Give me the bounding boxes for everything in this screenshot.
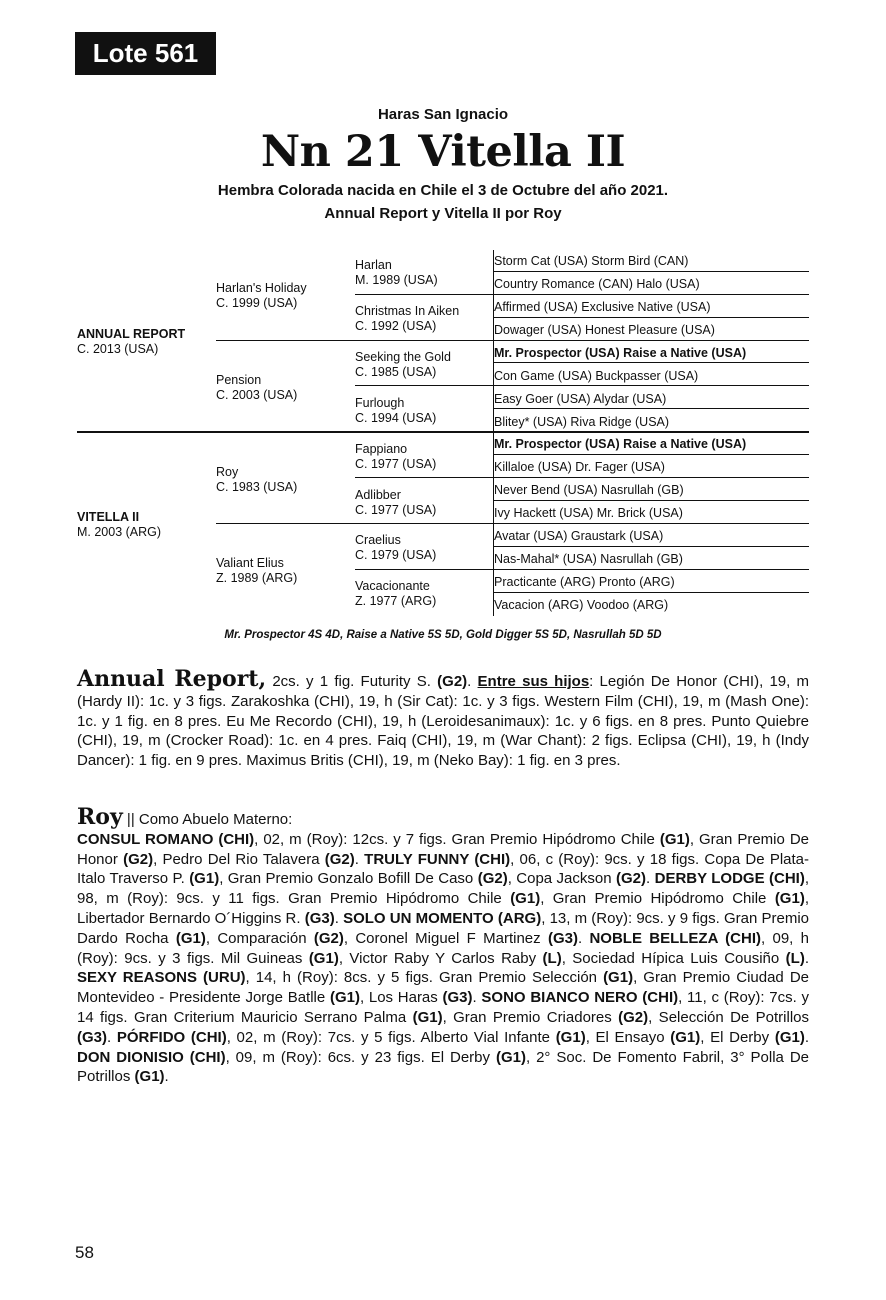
progeny-highlight: (G3): [304, 909, 335, 927]
progeny-highlight: (G1): [495, 1048, 526, 1066]
pedigree-gen3-entry: Fappiano C. 1977 (USA): [355, 442, 437, 471]
horse-name-title: Nn 21 Vitella II: [260, 127, 626, 177]
dam-sire-section: [77, 804, 810, 1087]
pedigree-divider: [494, 454, 809, 455]
pedigree-divider: [355, 477, 809, 478]
progeny-text-run: , 06, c (Roy): 9cs. y 18 figs. Copa De Plata-Italo Traverso P.: [77, 850, 810, 888]
progeny-text-run: , Victor Raby Y Carlos Raby: [338, 949, 543, 967]
pedigree-column-divider: [493, 250, 494, 616]
pedigree-gen4-entry: Easy Goer (USA) Alydar (USA): [494, 392, 667, 406]
progeny-text-run: , Gran Premio Criadores: [442, 1008, 619, 1026]
progeny-text-run: .: [804, 949, 809, 967]
pedigree-sire: [77, 327, 185, 357]
progeny-highlight: (G1): [134, 1068, 165, 1086]
pedigree-divider: [355, 569, 809, 570]
pedigree-gen3-entry: Vacacionante Z. 1977 (ARG): [355, 579, 437, 608]
progeny-highlight: (G1): [329, 989, 360, 1007]
progeny-text-run: .: [107, 1028, 117, 1046]
progeny-highlight: CONSUL ROMANO (CHI): [77, 830, 255, 848]
progeny-text-run: , Gran Premio De Honor: [77, 830, 809, 868]
pedigree-divider: [494, 317, 809, 318]
pedigree-divider: [494, 271, 809, 272]
horse-parentage: Annual Report y Vitella II por Roy: [324, 205, 562, 222]
lot-number-badge: Lote 561: [75, 32, 216, 75]
progeny-text-run: , Gran Premio Gonzalo Bofill De Caso: [219, 870, 478, 888]
progeny-highlight: PÓRFIDO (CHI): [116, 1028, 227, 1046]
breeder-name: Haras San Ignacio: [377, 106, 509, 123]
pedigree-gen3-entry: Adlibber C. 1977 (USA): [355, 488, 437, 517]
progeny-highlight: (G1): [603, 969, 634, 987]
progeny-text-run: , 14, h (Roy): 8cs. y 5 figs. Gran Premio Selección: [245, 969, 604, 987]
progeny-text-run: .: [804, 1028, 809, 1046]
pedigree-divider: [77, 431, 809, 433]
pedigree-divider: [216, 523, 809, 524]
progeny-text-run: , Los Haras: [359, 989, 443, 1007]
pedigree-divider: [355, 294, 809, 295]
pedigree-divider: [494, 592, 809, 593]
progeny-text-run: , 11, c (Roy): 7cs. y 14 figs. Gran Criterium Mauricio Serrano Palma: [77, 989, 810, 1026]
offspring-label: Entre sus hijos: [477, 673, 590, 690]
progeny-text-run: , Coronel Miguel F Martinez: [343, 929, 548, 947]
progeny-highlight: (L): [542, 949, 562, 967]
progeny-text-run: , El Derby: [700, 1028, 775, 1046]
progeny-highlight: (G1): [175, 929, 206, 947]
progeny-text-run: , 02, m (Roy): 7cs. y 5 figs. Alberto Vial Infante: [226, 1028, 556, 1046]
pedigree-gen3-entry: Craelius C. 1979 (USA): [355, 533, 437, 562]
progeny-text-run: .: [354, 850, 365, 868]
progeny-text-run: , 13, m (Roy): 9cs. y 9 figs. Gran Premio Dardo Rocha: [77, 909, 810, 947]
dam-name: VITELLA II: [77, 510, 140, 524]
progeny-text-run: , 2° Soc. De Fomento Fabril, 3° Polla De Potrillos: [77, 1048, 810, 1086]
progeny-text-run: , 98, m (Roy): 9cs. y 11 figs. Gran Premio Hipódromo Chile: [77, 870, 810, 908]
progeny-text-run: , Gran Premio Hipódromo Chile: [540, 890, 775, 908]
pedigree-gen2-entry: Harlan's Holiday C. 1999 (USA): [216, 281, 307, 310]
progeny-text-run: , Libertador Bernardo O´Higgins R.: [77, 890, 809, 927]
pedigree-gen4-entry: Dowager (USA) Honest Pleasure (USA): [494, 323, 715, 337]
progeny-highlight: SONO BIANCO NERO (CHI): [481, 989, 679, 1007]
pedigree-gen4-entry: Practicante (ARG) Pronto (ARG): [494, 575, 675, 589]
progeny-highlight: NOBLE BELLEZA (CHI): [589, 929, 762, 947]
progeny-text-run: , 09, m (Roy): 6cs. y 23 figs. El Derby: [225, 1048, 496, 1066]
pedigree-gen4-entry: Affirmed (USA) Exclusive Native (USA): [494, 300, 711, 314]
progeny-text-run: , El Ensayo: [585, 1028, 671, 1046]
pedigree-divider: [355, 385, 809, 386]
progeny-highlight: DON DIONISIO (CHI): [77, 1048, 226, 1066]
progeny-highlight: (G1): [659, 830, 690, 848]
pedigree-dam: [77, 510, 161, 540]
pedigree-gen4-entry: Mr. Prospector (USA) Raise a Native (USA): [494, 437, 747, 451]
progeny-highlight: (G1): [774, 890, 805, 908]
progeny-highlight: SOLO UN MOMENTO (ARG): [343, 909, 542, 927]
pedigree-divider: [494, 362, 809, 363]
pedigree-gen4-entry: Mr. Prospector (USA) Raise a Native (USA): [494, 346, 747, 360]
progeny-text-run: , 02, m (Roy): 12cs. y 7 figs. Gran Premio Hipódromo Chile: [254, 830, 660, 848]
sire-name: ANNUAL REPORT: [77, 327, 186, 341]
pedigree-gen3-entry: Harlan M. 1989 (USA): [355, 258, 438, 287]
progeny-highlight: DERBY LODGE (CHI): [654, 870, 805, 888]
progeny-highlight: (G3): [77, 1028, 107, 1046]
pedigree-gen2-entry: Roy C. 1983 (USA): [216, 465, 298, 494]
horse-description: Hembra Colorada nacida en Chile el 3 de Octubre del año 2021.: [217, 182, 669, 199]
pedigree-gen4-entry: Ivy Hackett (USA) Mr. Brick (USA): [494, 506, 683, 520]
pedigree-gen4-entry: Country Romance (CAN) Halo (USA): [494, 277, 700, 291]
inbreeding-summary: Mr. Prospector 4S 4D, Raise a Native 5S 5D, Gold Digger 5S 5D, Nasrullah 5D 5D: [224, 629, 662, 641]
dam-sire-name: Roy: [77, 804, 123, 830]
sire-section-name: Annual Report,: [77, 666, 267, 692]
pedigree-divider: [494, 500, 809, 501]
progeny-highlight: (G1): [555, 1028, 586, 1046]
pedigree-gen2-entry: Pension C. 2003 (USA): [216, 373, 298, 402]
pedigree-gen4-entry: Blitey* (USA) Riva Ridge (USA): [494, 415, 670, 429]
pedigree-gen3-entry: Furlough C. 1994 (USA): [355, 396, 437, 425]
pedigree-gen4-entry: Nas-Mahal* (USA) Nasrullah (GB): [494, 552, 683, 566]
progeny-text-run: , Sociedad Hípica Luis Cousiño: [561, 949, 786, 967]
progeny-highlight: (G2): [616, 870, 647, 888]
pedigree-gen4-entry: Avatar (USA) Graustark (USA): [494, 529, 664, 543]
progeny-text-run: , Comparación: [205, 929, 314, 947]
dam-sire-progeny-text: [77, 831, 809, 1086]
progeny-highlight: SEXY REASONS (URU): [77, 969, 246, 987]
pedigree-gen4-entry: Never Bend (USA) Nasrullah (GB): [494, 483, 684, 497]
progeny-text-run: .: [577, 929, 590, 947]
progeny-text-run: .: [646, 870, 655, 888]
progeny-highlight: (G1): [510, 890, 541, 908]
progeny-highlight: (G2): [477, 870, 508, 888]
pedigree-gen3-entry: Seeking the Gold C. 1985 (USA): [355, 350, 451, 379]
dam-detail: M. 2003 (ARG): [77, 525, 162, 539]
sire-section: Annual Report, 2cs. y 1 fig. Futurity S. (G2). Entre sus hijos: Legión De Honor (CHI), 19, m (Hardy II): 1c. y 3 figs. Zarakoshka (CHI), 19, h (Sir Cat): 1c. y 3 figs. Western Film (CHI), 19, m (Mash One): 1c. y 1 fig. en 8 pres. Eu Me Recordo (CHI), 19, h (Leroidesanimaux): 1c. y 6 figs. en 8 pres. Punto Quiebre (CHI), 19, m (Crocker Road): 1c. en 4 pres. Faiq (CHI), 19, m (War Chant): 2 figs. Eclipsa (CHI), 19, h (Indy Dancer): 1 fig. en 9 pres. Maximus Britis (CHI), 19, m (Neko Bay): 1 fig. en 3 pres.: [77, 666, 810, 770]
pedigree-divider: [216, 340, 809, 341]
progeny-highlight: (G2): [313, 929, 344, 947]
progeny-highlight: (G1): [774, 1028, 805, 1046]
progeny-highlight: (G2): [618, 1008, 649, 1026]
progeny-text-run: .: [334, 909, 344, 927]
offspring-text: : Legión De Honor (CHI), 19, m (Hardy II): 1c. y 3 figs. Zarakoshka (CHI), 19, h (Sir Cat): 1c. y 3 figs. Western Film (CHI), 19, m (Mash One): 1c. y 1 fig. en 8 pres. Eu Me Recordo (CHI), 19, h (Leroidesanimaux): 1c. y 6 figs. en 8 pres. Punto Quiebre (CHI), 19, m (Crocker Road): 1c. en 4 pres. Faiq (CHI), 19, m (War Chant): 2 figs. Eclipsa (CHI), 19, h (Indy Dancer): 1 fig. en 9 pres. Maximus Britis (CHI), 19, m (Neko Bay): 1 fig. en 3 pres.: [77, 673, 810, 770]
pedigree-gen4-entry: Con Game (USA) Buckpasser (USA): [494, 369, 699, 383]
progeny-highlight: (L): [785, 949, 805, 967]
pedigree-gen4-entry: Vacacion (ARG) Voodoo (ARG): [494, 598, 669, 612]
progeny-highlight: (G2): [324, 850, 355, 868]
progeny-text-run: , Copa Jackson: [507, 870, 617, 888]
pedigree-divider: [494, 546, 809, 547]
pedigree-gen4-entry: Storm Cat (USA) Storm Bird (CAN): [494, 254, 689, 268]
pedigree-gen3-entry: Christmas In Aiken C. 1992 (USA): [355, 304, 460, 333]
progeny-text-run: , Gran Premio Ciudad De Montevideo - Presidente Jorge Batlle: [77, 969, 810, 1007]
pedigree-gen2-entry: Valiant Elius Z. 1989 (ARG): [216, 556, 298, 585]
progeny-text-run: , 09, h (Roy): 9cs. y 3 figs. Mil Guineas: [77, 929, 809, 967]
page-number: 58: [75, 1243, 94, 1262]
progeny-text-run: .: [164, 1068, 169, 1086]
progeny-highlight: TRULY FUNNY (CHI): [364, 850, 511, 868]
progeny-highlight: (G2): [123, 850, 154, 868]
dam-sire-role: || Como Abuelo Materno:: [122, 811, 293, 828]
progeny-highlight: (G1): [189, 870, 220, 888]
pedigree-gen4-entry: Killaloe (USA) Dr. Fager (USA): [494, 460, 665, 474]
sire-detail: C. 2013 (USA): [77, 342, 159, 356]
progeny-highlight: (G1): [670, 1028, 701, 1046]
progeny-highlight: (G1): [308, 949, 339, 967]
progeny-text-run: .: [472, 989, 482, 1007]
progeny-text-run: , Pedro Del Rio Talavera: [153, 850, 325, 868]
progeny-highlight: (G1): [412, 1008, 443, 1026]
progeny-highlight: (G3): [547, 929, 578, 947]
progeny-text-run: , Selección De Potrillos: [648, 1008, 809, 1026]
pedigree-divider: [494, 408, 809, 409]
progeny-highlight: (G3): [442, 989, 473, 1007]
